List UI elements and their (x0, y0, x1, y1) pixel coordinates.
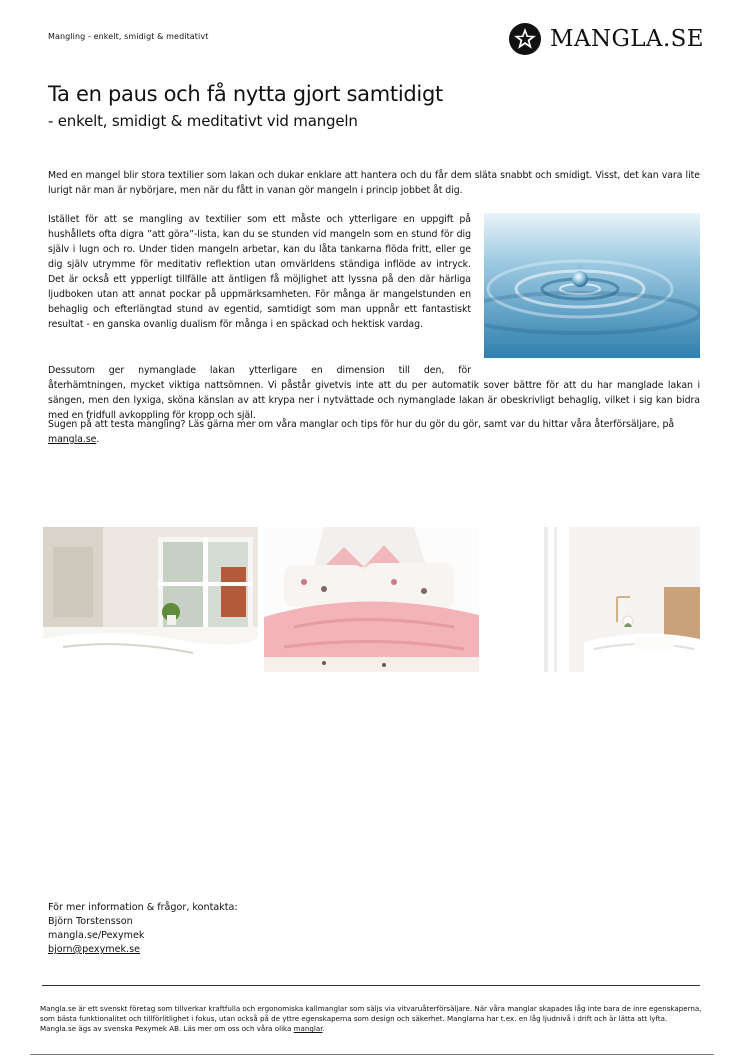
contact-web: mangla.se/Pexymek (48, 930, 145, 941)
sleep-paragraph-rest: återhämtningen, mycket viktiga nattsömnen. Vi påstår givetvis inte att du per automatik sover bättre för att du har manglade lakan i sängen, men den lyxiga, sköna känslan av att krypa ner i nytvättade och nymanglade lakan är obeskrivligt behaglig, vilket i sig kan bidra med en fridfull avkoppling för kropp och själ. (48, 380, 700, 421)
header-tagline: Mangling - enkelt, smidigt & meditativt (48, 32, 209, 41)
meditation-paragraph: Istället för att se mangling av textilier som ett måste och ytterligare en uppgift på hushållets ofta digra ”att göra”-lista, kan du se stunden vid mangeln som en stund för dig själv i lugn och ro. Under tiden mangeln arbetar, kan du låta tankarna flöda fritt, eller ge dig själv utrymme för meditativ reflektion utan omvärldens ständiga inflöde av intryck. Det är också ett ypperligt tillfälle att äntligen få möjlighet att lyssna på den där härliga ljudboken utan att annat pockar på uppmärksamheten. För många är mangelstunden en behaglig och efterlängtad stund av egentid, samtidigt som man uppnår ett fantastiskt resultat - en ganska ovanlig dualism för många i en späckad och hektisk vardag. (48, 214, 471, 330)
logo-text: MANGLA.SE (550, 26, 704, 52)
cta-text: Sugen på att testa mangling? Läs gärna mer om våra manglar och tips för hur du gör du gör, samt var du hittar våra återförsäljare, på (48, 419, 675, 430)
cta-paragraph (48, 417, 700, 447)
bedroom-window-photo (43, 527, 258, 672)
sleep-paragraph (48, 363, 700, 423)
brand-logo[interactable] (508, 22, 704, 56)
cta-end: . (96, 434, 100, 445)
page-subtitle: - enkelt, smidigt & meditativt vid mangeln (48, 112, 358, 130)
company-footer (40, 1004, 702, 1034)
water-drop-image (484, 213, 700, 358)
contact-email-link[interactable]: bjorn@pexymek.se (48, 944, 141, 955)
pink-bedding-photo (264, 527, 479, 672)
footer-divider (42, 985, 700, 986)
intro-paragraph: Med en mangel blir stora textilier som lakan och dukar enklare att hantera och du får dem släta snabbt och smidigt. Visst, det kan vara lite lurigt när man är nybörjare, men när du fått in vanan gör mangeln i princip jobbet åt dig. (48, 170, 700, 196)
sleep-paragraph-first-line: Dessutom ger nymanglade lakan ytterligare en dimension till den, för (48, 365, 471, 376)
white-bedroom-photo (484, 527, 700, 672)
manglar-link[interactable]: manglar (293, 1024, 323, 1033)
contact-block (48, 901, 238, 957)
contact-heading: För mer information & frågor, kontakta: (48, 902, 238, 913)
star-in-circle-icon (508, 22, 542, 56)
mangla-link[interactable]: mangla.se (48, 434, 97, 445)
contact-name: Björn Torstensson (48, 916, 133, 927)
footer-end: . (322, 1024, 325, 1033)
page-bottom-divider (30, 1054, 714, 1055)
footer-text: Mangla.se är ett svenskt företag som tillverkar kraftfulla och ergonomiska kallmanglar som säljs via vitvaruåterförsäljare. När våra manglar skapades låg inte bara de inre egenskaperna, som bästa funktionalitet och tillförlitlighet i fokus, utan också på de yttre egenskaperna som design och säkerhet. Manglarna har t.ex. en låg ljudnivå i drift och är lätta att lyfta. Mangla.se ägs av svenska Pexymek AB. Läs mer om oss och våra olika (40, 1004, 702, 1033)
page-title: Ta en paus och få nytta gjort samtidigt (48, 82, 443, 106)
